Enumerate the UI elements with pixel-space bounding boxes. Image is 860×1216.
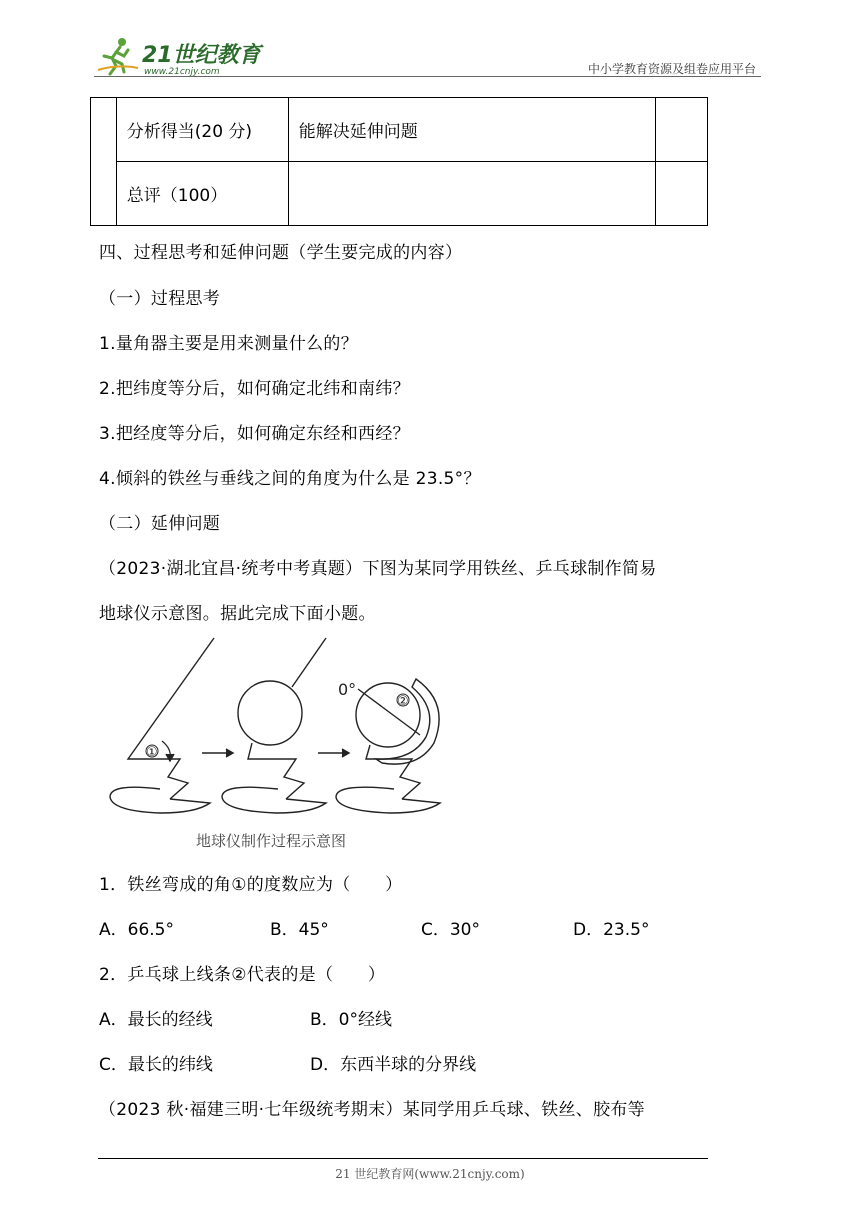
table-cell-criterion	[288, 162, 656, 226]
table-row	[91, 98, 708, 162]
table-cell-score	[656, 98, 708, 162]
figure-label-1: ①	[146, 745, 158, 760]
option-d: D．东西半球的分界线	[310, 1055, 477, 1075]
option-c: C．30°	[421, 920, 481, 940]
figure-label-0deg: 0°	[338, 680, 357, 699]
question-line: 3.把经度等分后，如何确定东经和西经？	[99, 424, 410, 444]
options-row	[99, 915, 719, 940]
intro-line: （2023 秋·福建三明·七年级统考期末）某同学用乒乓球、铁丝、胶布等	[99, 1100, 645, 1120]
logo-url-text: www.21cnjy.com	[144, 67, 220, 77]
site-logo	[94, 34, 264, 78]
option-c: C．最长的纬线	[99, 1055, 213, 1075]
question-line: 1.量角器主要是用来测量什么的？	[99, 334, 359, 354]
figure-caption: 地球仪制作过程示意图	[196, 832, 347, 850]
option-a: A．66.5°	[99, 920, 174, 940]
question-line: 2.把纬度等分后，如何确定北纬和南纬？	[99, 379, 410, 399]
options-row	[99, 1050, 719, 1075]
table-cell-criterion: 能解决延伸问题	[288, 98, 656, 162]
option-a: A．最长的经线	[99, 1010, 213, 1030]
footer-divider	[98, 1158, 708, 1159]
runner-icon	[98, 38, 138, 74]
option-b: B．45°	[270, 920, 329, 940]
subsection-title: （二）延伸问题	[99, 514, 221, 534]
question-line: 4.倾斜的铁丝与垂线之间的角度为什么是 23.5°？	[99, 469, 481, 489]
subsection-title: （一）过程思考	[99, 289, 221, 309]
table-cell-item: 分析得当(20 分)	[116, 98, 288, 162]
header-divider	[94, 76, 761, 77]
footer-text: 21 世纪教育网(www.21cnjy.com)	[335, 1167, 525, 1181]
options-row	[99, 1005, 719, 1030]
table-cell-item: 总评（100）	[116, 162, 288, 226]
header-platform-text: 中小学教育资源及组卷应用平台	[587, 62, 756, 76]
intro-line: 地球仪示意图。据此完成下面小题。	[99, 604, 376, 624]
table-cell-score	[656, 162, 708, 226]
logo-main-text: 21世纪教育	[142, 43, 261, 68]
intro-line: （2023·湖北宜昌·统考中考真题）下图为某同学用铁丝、乒乓球制作简易	[99, 559, 657, 579]
score-table	[90, 97, 708, 226]
section-title: 四、过程思考和延伸问题（学生要完成的内容）	[99, 243, 463, 263]
option-b: B．0°经线	[310, 1010, 392, 1030]
question-text: 2．乒乓球上线条②代表的是（ ）	[99, 965, 386, 985]
question-text: 1．铁丝弯成的角①的度数应为（ ）	[99, 875, 403, 895]
figure-label-2: ②	[397, 694, 409, 709]
table-cell	[91, 98, 117, 226]
stage-3-globe	[336, 679, 440, 813]
stage-2-globe	[222, 638, 326, 813]
table-row	[91, 162, 708, 226]
stage-1-wire	[110, 638, 214, 813]
option-d: D．23.5°	[573, 920, 650, 940]
globe-making-figure	[100, 633, 445, 843]
